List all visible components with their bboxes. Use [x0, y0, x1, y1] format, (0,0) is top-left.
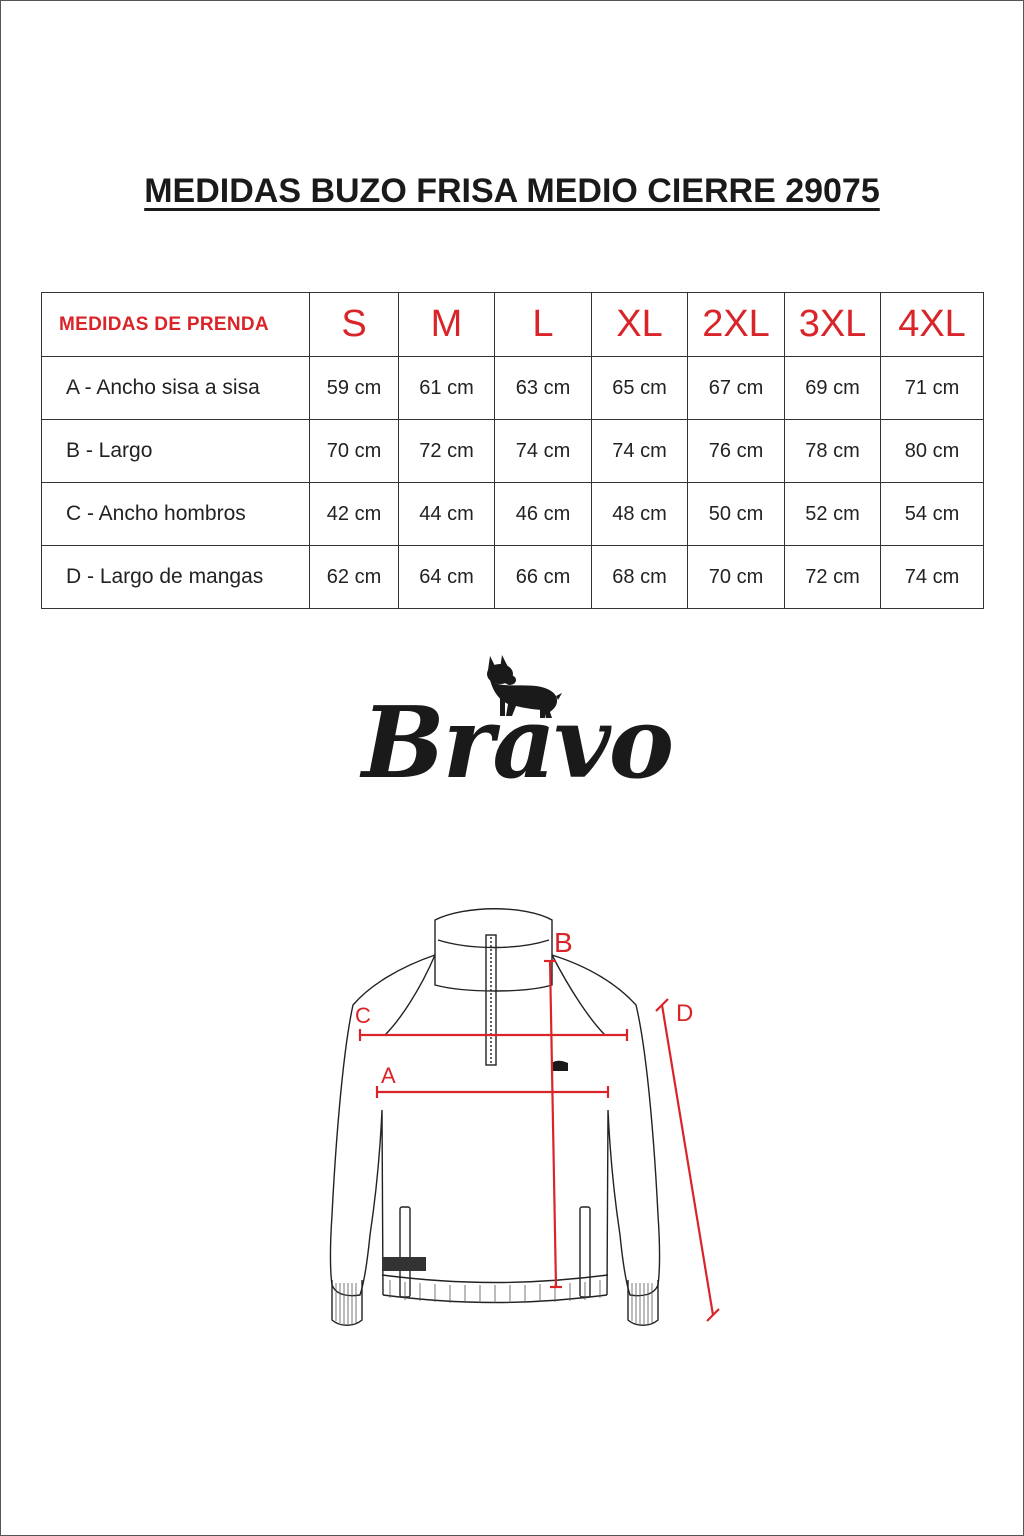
- table-cell: 50 cm: [688, 483, 785, 546]
- table-cell: 65 cm: [592, 357, 688, 420]
- table-cell: 66 cm: [495, 546, 592, 609]
- table-cell: 76 cm: [688, 420, 785, 483]
- table-cell: 72 cm: [399, 420, 495, 483]
- table-row: [42, 357, 984, 420]
- table-cell: 44 cm: [399, 483, 495, 546]
- chest-logo-icon: [552, 1061, 568, 1071]
- size-header: L: [495, 293, 592, 357]
- table-corner-label: MEDIDAS DE PRENDA: [42, 293, 310, 357]
- table-row: [42, 483, 984, 546]
- table-cell: 78 cm: [785, 420, 881, 483]
- garment-label: [382, 1257, 426, 1271]
- row-label: D - Largo de mangas: [42, 546, 310, 609]
- row-label: A - Ancho sisa a sisa: [42, 357, 310, 420]
- size-header: 3XL: [785, 293, 881, 357]
- size-chart-table: [41, 292, 984, 609]
- table-cell: 67 cm: [688, 357, 785, 420]
- measurement-labels: [355, 927, 693, 1088]
- measure-b-line: [550, 960, 556, 1287]
- table-row: [42, 420, 984, 483]
- table-cell: 74 cm: [592, 420, 688, 483]
- table-cell: 68 cm: [592, 546, 688, 609]
- table-cell: 74 cm: [881, 546, 984, 609]
- table-cell: 46 cm: [495, 483, 592, 546]
- table-cell: 54 cm: [881, 483, 984, 546]
- table-cell: 48 cm: [592, 483, 688, 546]
- table-cell: 70 cm: [310, 420, 399, 483]
- size-header: 4XL: [881, 293, 984, 357]
- size-header: S: [310, 293, 399, 357]
- table-cell: 74 cm: [495, 420, 592, 483]
- table-cell: 80 cm: [881, 420, 984, 483]
- measure-d-line: [662, 1005, 713, 1315]
- row-label: C - Ancho hombros: [42, 483, 310, 546]
- sweatshirt-outline: [331, 909, 660, 1326]
- table-cell: 72 cm: [785, 546, 881, 609]
- table-cell: 69 cm: [785, 357, 881, 420]
- label-d: D: [676, 1000, 694, 1027]
- size-header: 2XL: [688, 293, 785, 357]
- garment-diagram: [290, 895, 750, 1335]
- table-cell: 52 cm: [785, 483, 881, 546]
- table-cell: 62 cm: [310, 546, 399, 609]
- size-header: M: [399, 293, 495, 357]
- table-cell: 71 cm: [881, 357, 984, 420]
- size-header: XL: [592, 293, 688, 357]
- table-row: [42, 546, 984, 609]
- table-cell: 63 cm: [495, 357, 592, 420]
- table-cell: 64 cm: [399, 546, 495, 609]
- label-b: B: [554, 927, 573, 958]
- table-cell: 70 cm: [688, 546, 785, 609]
- table-cell: 59 cm: [310, 357, 399, 420]
- label-c: C: [355, 1003, 371, 1028]
- label-a: A: [381, 1063, 396, 1088]
- page-title: MEDIDAS BUZO FRISA MEDIO CIERRE 29075: [144, 172, 880, 210]
- table-cell: 61 cm: [399, 357, 495, 420]
- brand-wordmark: Bravo: [361, 686, 673, 801]
- table-header-row: [42, 293, 984, 357]
- row-label: B - Largo: [42, 420, 310, 483]
- table-cell: 42 cm: [310, 483, 399, 546]
